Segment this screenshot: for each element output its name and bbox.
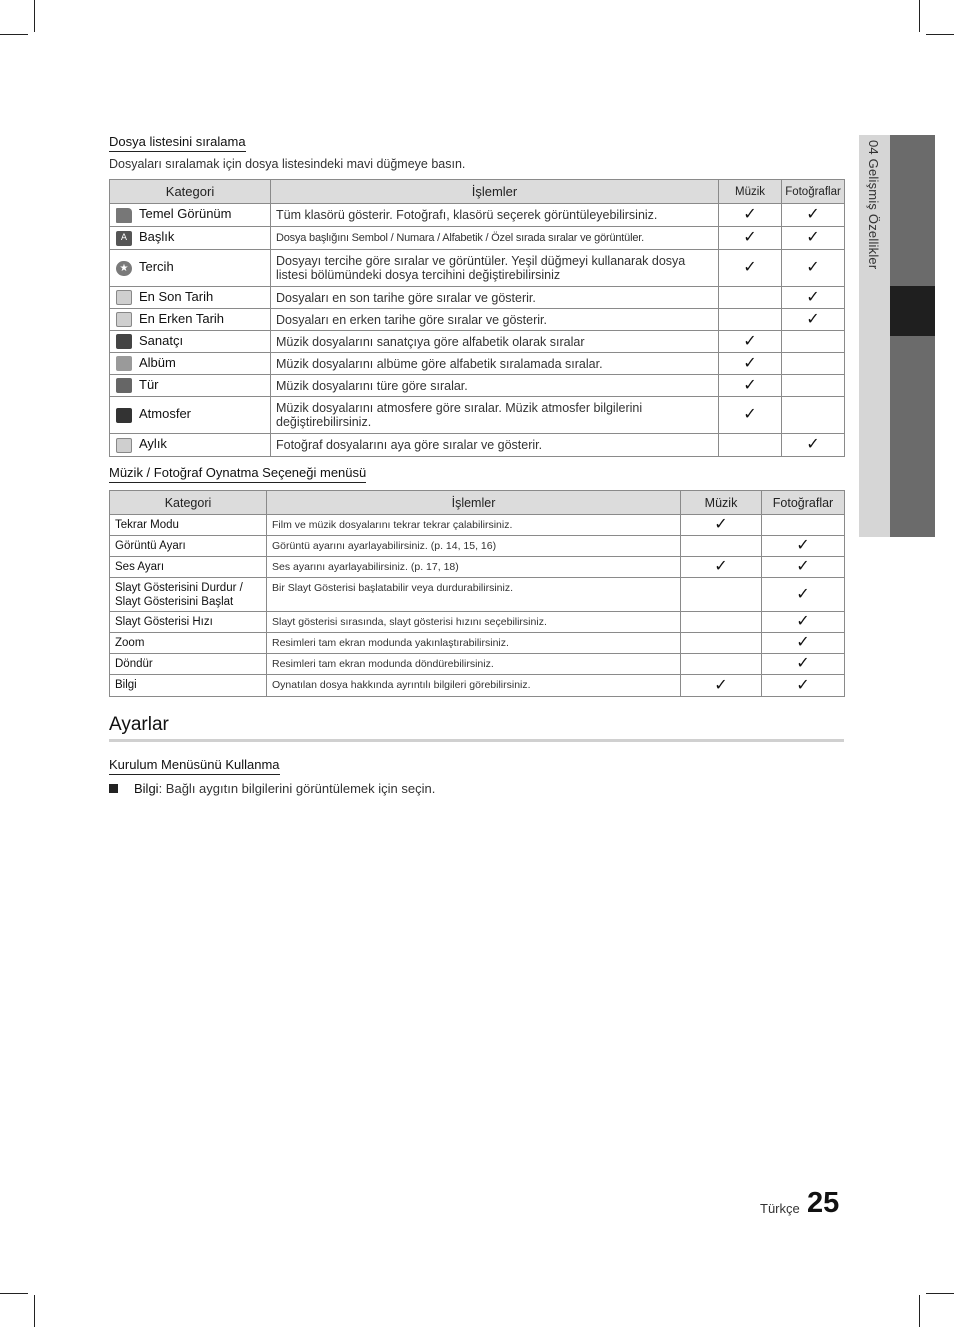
table-row bbox=[110, 353, 845, 375]
action-cell: Müzik dosyalarını albüme göre alfabetik sıralamada sıralar. bbox=[271, 353, 719, 375]
crop-mark bbox=[0, 1293, 28, 1294]
crop-mark bbox=[34, 1295, 35, 1327]
music-check bbox=[681, 654, 762, 675]
table-row bbox=[110, 375, 845, 397]
chapter-tab-strip bbox=[890, 135, 935, 537]
playback-options-heading: Müzik / Fotoğraf Oynatma Seçeneği menüsü bbox=[109, 465, 366, 483]
table-row bbox=[110, 250, 845, 287]
action-cell: Slayt gösterisi sırasında, slayt gösterisi hızını seçebilirsiniz. bbox=[267, 612, 681, 633]
photo-check: ✓ bbox=[762, 557, 845, 578]
calendar-latest-icon bbox=[116, 290, 132, 305]
photo-check: ✓ bbox=[762, 675, 845, 697]
bullet-text: : Bağlı aygıtın bilgilerini görüntülemek için seçin. bbox=[158, 781, 436, 796]
photo-check: ✓ bbox=[782, 287, 845, 309]
crop-mark bbox=[34, 0, 35, 32]
table-row bbox=[110, 227, 845, 250]
bullet-item bbox=[109, 781, 435, 796]
music-check bbox=[681, 578, 762, 612]
footer-language: Türkçe bbox=[760, 1201, 800, 1216]
action-cell: Dosya başlığını Sembol / Numara / Alfabetik / Özel sırada sıralar ve görüntüler. bbox=[271, 227, 719, 250]
category-cell: Bilgi bbox=[110, 675, 267, 697]
music-check: ✓ bbox=[719, 375, 782, 397]
category-cell: ★ Tercih bbox=[110, 250, 271, 287]
photo-check: ✓ bbox=[782, 227, 845, 250]
sort-section-intro: Dosyaları sıralamak için dosya listesindeki mavi düğmeye basın. bbox=[109, 157, 466, 171]
table-row bbox=[110, 309, 845, 331]
table-row bbox=[110, 654, 845, 675]
page-number: 25 bbox=[807, 1187, 840, 1219]
music-check: ✓ bbox=[719, 250, 782, 287]
category-cell: Döndür bbox=[110, 654, 267, 675]
table-row bbox=[110, 434, 845, 457]
category-cell: Aylık bbox=[110, 434, 271, 457]
action-cell: Resimleri tam ekran modunda döndürebilirsiniz. bbox=[267, 654, 681, 675]
category-cell: Atmosfer bbox=[110, 397, 271, 434]
chapter-tab-label: 04 Gelişmiş Özellikler bbox=[866, 140, 881, 270]
photo-check: ✓ bbox=[762, 578, 845, 612]
action-cell: Film ve müzik dosyalarını tekrar tekrar çalabilirsiniz. bbox=[267, 515, 681, 536]
crop-mark bbox=[926, 34, 954, 35]
category-cell: Görüntü Ayarı bbox=[110, 536, 267, 557]
header-actions: İşlemler bbox=[267, 491, 681, 515]
sort-section-heading: Dosya listesini sıralama bbox=[109, 134, 246, 152]
photo-check bbox=[762, 515, 845, 536]
action-cell: Müzik dosyalarını türe göre sıralar. bbox=[271, 375, 719, 397]
category-cell: Tekrar Modu bbox=[110, 515, 267, 536]
title-icon: A bbox=[116, 231, 132, 246]
category-cell: En Son Tarih bbox=[110, 287, 271, 309]
photo-check: ✓ bbox=[782, 434, 845, 457]
action-cell: Tüm klasörü gösterir. Fotoğrafı, klasörü seçerek görüntüleyebilirsiniz. bbox=[271, 204, 719, 227]
music-check: ✓ bbox=[719, 397, 782, 434]
table-row bbox=[110, 633, 845, 654]
table-row bbox=[110, 331, 845, 353]
table-header-row bbox=[110, 180, 845, 204]
chapter-tab-marker bbox=[890, 286, 935, 336]
photo-check bbox=[782, 331, 845, 353]
header-category: Kategori bbox=[110, 491, 267, 515]
music-check: ✓ bbox=[681, 675, 762, 697]
action-cell: Resimleri tam ekran modunda yakınlaştırabilirsiniz. bbox=[267, 633, 681, 654]
action-cell: Bir Slayt Gösterisi başlatabilir veya durdurabilirsiniz. bbox=[267, 578, 681, 612]
music-check bbox=[681, 633, 762, 654]
photo-check: ✓ bbox=[762, 633, 845, 654]
playback-options-table bbox=[109, 490, 845, 697]
folder-icon bbox=[116, 208, 132, 223]
setup-menu-heading: Kurulum Menüsünü Kullanma bbox=[109, 757, 280, 775]
crop-mark bbox=[919, 1295, 920, 1327]
table-row bbox=[110, 612, 845, 633]
table-row bbox=[110, 557, 845, 578]
header-music: Müzik bbox=[681, 491, 762, 515]
artist-icon bbox=[116, 334, 132, 349]
category-cell: Ses Ayarı bbox=[110, 557, 267, 578]
photo-check: ✓ bbox=[762, 612, 845, 633]
crop-mark bbox=[0, 34, 28, 35]
mood-icon bbox=[116, 408, 132, 423]
music-check: ✓ bbox=[719, 204, 782, 227]
category-cell: Temel Görünüm bbox=[110, 204, 271, 227]
table-row bbox=[110, 675, 845, 697]
settings-title: Ayarlar bbox=[109, 714, 844, 742]
table-row bbox=[110, 536, 845, 557]
category-cell: Albüm bbox=[110, 353, 271, 375]
crop-mark bbox=[919, 0, 920, 32]
photo-check: ✓ bbox=[762, 536, 845, 557]
table-row bbox=[110, 204, 845, 227]
photo-check: ✓ bbox=[782, 204, 845, 227]
header-actions: İşlemler bbox=[271, 180, 719, 204]
table-header-row bbox=[110, 491, 845, 515]
music-check: ✓ bbox=[681, 557, 762, 578]
action-cell: Ses ayarını ayarlayabilirsiniz. (p. 17, 18) bbox=[267, 557, 681, 578]
sort-table bbox=[109, 179, 845, 457]
category-cell: En Erken Tarih bbox=[110, 309, 271, 331]
photo-check bbox=[782, 353, 845, 375]
category-cell: Slayt Gösterisi Hızı bbox=[110, 612, 267, 633]
action-cell: Oynatılan dosya hakkında ayrıntılı bilgileri görebilirsiniz. bbox=[267, 675, 681, 697]
photo-check bbox=[782, 375, 845, 397]
bullet-square-icon bbox=[109, 784, 118, 793]
music-check: ✓ bbox=[719, 331, 782, 353]
music-check bbox=[681, 612, 762, 633]
category-cell: Sanatçı bbox=[110, 331, 271, 353]
photo-check: ✓ bbox=[782, 309, 845, 331]
header-photos: Fotoğraflar bbox=[762, 491, 845, 515]
category-cell: A Başlık bbox=[110, 227, 271, 250]
music-check bbox=[719, 309, 782, 331]
table-row bbox=[110, 515, 845, 536]
category-cell: Tür bbox=[110, 375, 271, 397]
music-check bbox=[681, 536, 762, 557]
calendar-monthly-icon bbox=[116, 438, 132, 453]
action-cell: Müzik dosyalarını atmosfere göre sıralar. Müzik atmosfer bilgilerini değiştirebilirsiniz. bbox=[271, 397, 719, 434]
music-check bbox=[719, 434, 782, 457]
action-cell: Müzik dosyalarını sanatçıya göre alfabetik olarak sıralar bbox=[271, 331, 719, 353]
action-cell: Dosyayı tercihe göre sıralar ve görüntüler. Yeşil düğmeyi kullanarak dosya listesi bölümündeki dosya tercihini değiştirebilirsiniz bbox=[271, 250, 719, 287]
table-row bbox=[110, 578, 845, 612]
genre-icon bbox=[116, 378, 132, 393]
table-row bbox=[110, 287, 845, 309]
photo-check: ✓ bbox=[762, 654, 845, 675]
category-cell: Slayt Gösterisini Durdur / Slayt Gösterisini Başlat bbox=[110, 578, 267, 612]
action-cell: Dosyaları en son tarihe göre sıralar ve gösterir. bbox=[271, 287, 719, 309]
music-check bbox=[719, 287, 782, 309]
star-icon: ★ bbox=[116, 261, 132, 276]
action-cell: Görüntü ayarını ayarlayabilirsiniz. (p. 14, 15, 16) bbox=[267, 536, 681, 557]
photo-check: ✓ bbox=[782, 250, 845, 287]
music-check: ✓ bbox=[719, 227, 782, 250]
header-category: Kategori bbox=[110, 180, 271, 204]
crop-mark bbox=[926, 1293, 954, 1294]
album-icon bbox=[116, 356, 132, 371]
table-row bbox=[110, 397, 845, 434]
bullet-term: Bilgi bbox=[134, 781, 159, 796]
header-music: Müzik bbox=[719, 180, 782, 204]
action-cell: Fotoğraf dosyalarını aya göre sıralar ve gösterir. bbox=[271, 434, 719, 457]
music-check: ✓ bbox=[681, 515, 762, 536]
category-cell: Zoom bbox=[110, 633, 267, 654]
header-photos: Fotoğraflar bbox=[782, 180, 845, 204]
calendar-earliest-icon bbox=[116, 312, 132, 327]
music-check: ✓ bbox=[719, 353, 782, 375]
action-cell: Dosyaları en erken tarihe göre sıralar ve gösterir. bbox=[271, 309, 719, 331]
photo-check bbox=[782, 397, 845, 434]
